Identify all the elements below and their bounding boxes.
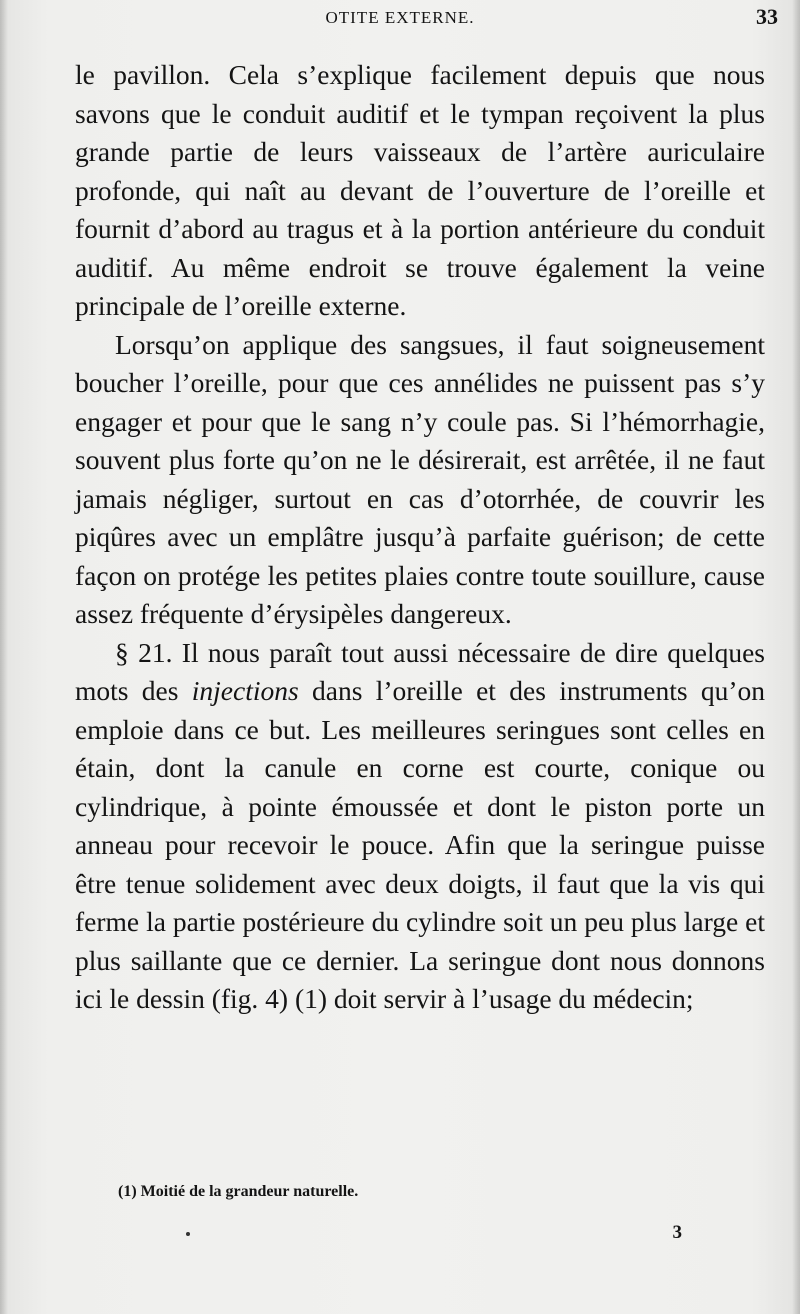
ink-speck xyxy=(186,1232,190,1236)
page-right-edge xyxy=(792,0,800,1314)
body-text xyxy=(75,56,765,1019)
page-number: 33 xyxy=(756,4,778,29)
paragraph-continuation: le pavillon. Cela s’explique facilement depuis que nous savons que le conduit auditif et le tympan reçoivent la plus grande partie de leurs vaisseaux de l’artère auriculaire profonde, qui naît au devant de l’ouverture de l’oreille et fournit d’abord au tragus et à la portion antérieure du conduit auditif. Au même endroit se trouve également la veine principale de l’oreille externe. xyxy=(75,59,765,321)
running-title: OTITE EXTERNE. xyxy=(325,8,475,27)
page-left-edge xyxy=(0,0,8,1314)
footnote: (1) Moitié de la grandeur naturelle. xyxy=(118,1183,359,1200)
section-21-text-end: dans l’oreille et des instruments qu’on emploie dans ce but. Les meilleures seringues sont celles en étain, dont la canule en corne est courte, conique ou cylindrique, à pointe émoussée et dont le piston porte un anneau pour recevoir le pouce. Afin que la seringue puisse être tenue solidement avec deux doigts, il faut que la vis qui ferme la partie postérieure du cylindre soit un peu plus large et plus saillante que ce dernier. La seringue dont nous donnons ici le dessin (fig. 4) (1) doit servir à l’usage du médecin; xyxy=(75,675,766,1014)
section-21-text-start: § 21. Il nous paraît tout aussi nécessaire de dire quelques mots des xyxy=(75,636,765,706)
signature-mark: 3 xyxy=(672,1222,682,1243)
section-21-italic-term: injections xyxy=(191,675,299,706)
paragraph-sangsues: Lorsqu’on applique des sangsues, il faut soigneusement boucher l’oreille, pour que ces annélides ne puissent pas s’y engager et pour que le sang n’y coule pas. Si l’hémorrhagie, souvent plus forte qu’on ne le désirerait, est arrêtée, il ne faut jamais négliger, surtout en cas d’otorrhée, de couvrir les piqûres avec un emplâtre jusqu’à parfaite guérison; de cette façon on protége les petites plaies contre toute souillure, cause assez fréquente d’érysipèles dangereux. xyxy=(75,328,765,629)
paragraph-section-21 xyxy=(75,634,765,1019)
